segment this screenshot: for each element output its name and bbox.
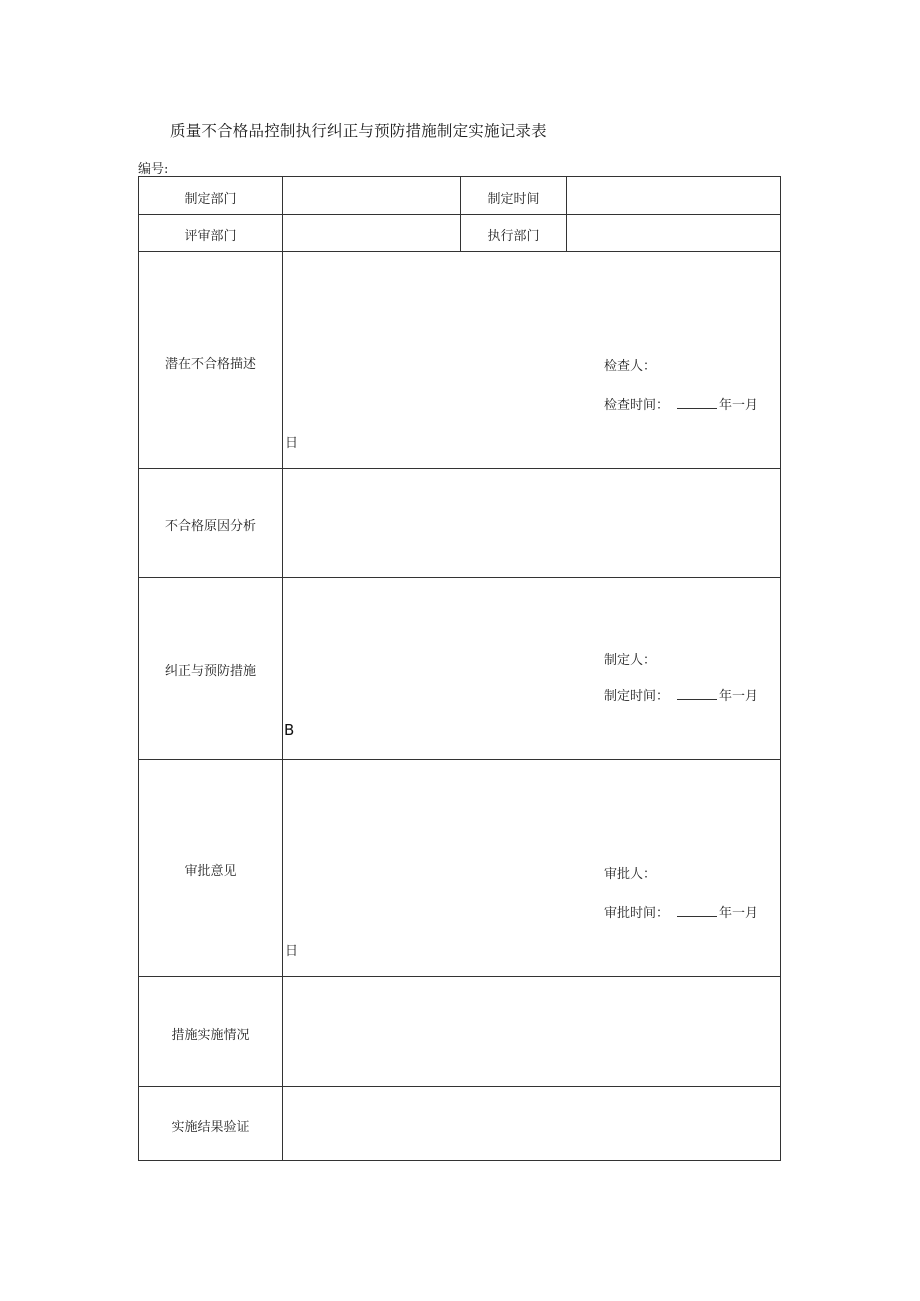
inspector-label: 检查人： bbox=[604, 359, 657, 374]
field-corrective-measures[interactable] bbox=[283, 578, 780, 759]
date-suffix: 年一月 bbox=[719, 689, 759, 704]
year-blank[interactable] bbox=[677, 906, 717, 917]
label-cause-analysis: 不合格原因分析 bbox=[164, 519, 256, 534]
label-drafting-time: 制定时间 bbox=[487, 192, 540, 207]
approver-label: 审批人： bbox=[604, 867, 657, 882]
year-blank[interactable] bbox=[677, 398, 717, 409]
label-corrective-measures: 纠正与预防措施 bbox=[164, 664, 256, 679]
field-potential-nonconformity[interactable] bbox=[283, 252, 780, 468]
label-potential-nonconformity: 潜在不合格描述 bbox=[164, 357, 256, 372]
field-result-verification[interactable] bbox=[283, 1087, 780, 1160]
drafting-date-label: 制定时间： bbox=[604, 689, 670, 704]
inspection-date-label: 检查时间： bbox=[604, 398, 670, 413]
form-title: 质量不合格品控制执行纠正与预防措施制定实施记录表 bbox=[170, 122, 547, 140]
label-executing-department: 执行部门 bbox=[487, 229, 540, 244]
field-executing-department[interactable] bbox=[567, 215, 780, 251]
field-review-department[interactable] bbox=[283, 215, 460, 251]
record-form-table bbox=[138, 176, 781, 1161]
label-drafting-department: 制定部门 bbox=[184, 192, 237, 207]
approval-date-label: 审批时间： bbox=[604, 906, 670, 921]
field-drafting-time[interactable] bbox=[567, 177, 780, 214]
label-approval-opinion: 审批意见 bbox=[184, 864, 237, 879]
serial-number-label: 编号: bbox=[138, 162, 169, 177]
date-suffix: 年一月 bbox=[719, 398, 759, 413]
day-label: B bbox=[284, 721, 295, 739]
day-label: 日 bbox=[285, 944, 299, 959]
drafting-date-line bbox=[604, 685, 758, 704]
field-cause-analysis[interactable] bbox=[283, 469, 780, 577]
date-suffix: 年一月 bbox=[719, 906, 759, 921]
day-label: 日 bbox=[285, 436, 299, 451]
label-result-verification: 实施结果验证 bbox=[171, 1120, 250, 1135]
field-drafting-department[interactable] bbox=[283, 177, 460, 214]
field-implementation-status[interactable] bbox=[283, 977, 780, 1086]
approval-date-line bbox=[604, 902, 758, 921]
label-implementation-status: 措施实施情况 bbox=[171, 1028, 250, 1043]
year-blank[interactable] bbox=[677, 689, 717, 700]
inspection-date-line bbox=[604, 394, 758, 413]
field-approval-opinion[interactable] bbox=[283, 760, 780, 976]
label-review-department: 评审部门 bbox=[184, 229, 237, 244]
drafter-label: 制定人： bbox=[604, 653, 657, 668]
